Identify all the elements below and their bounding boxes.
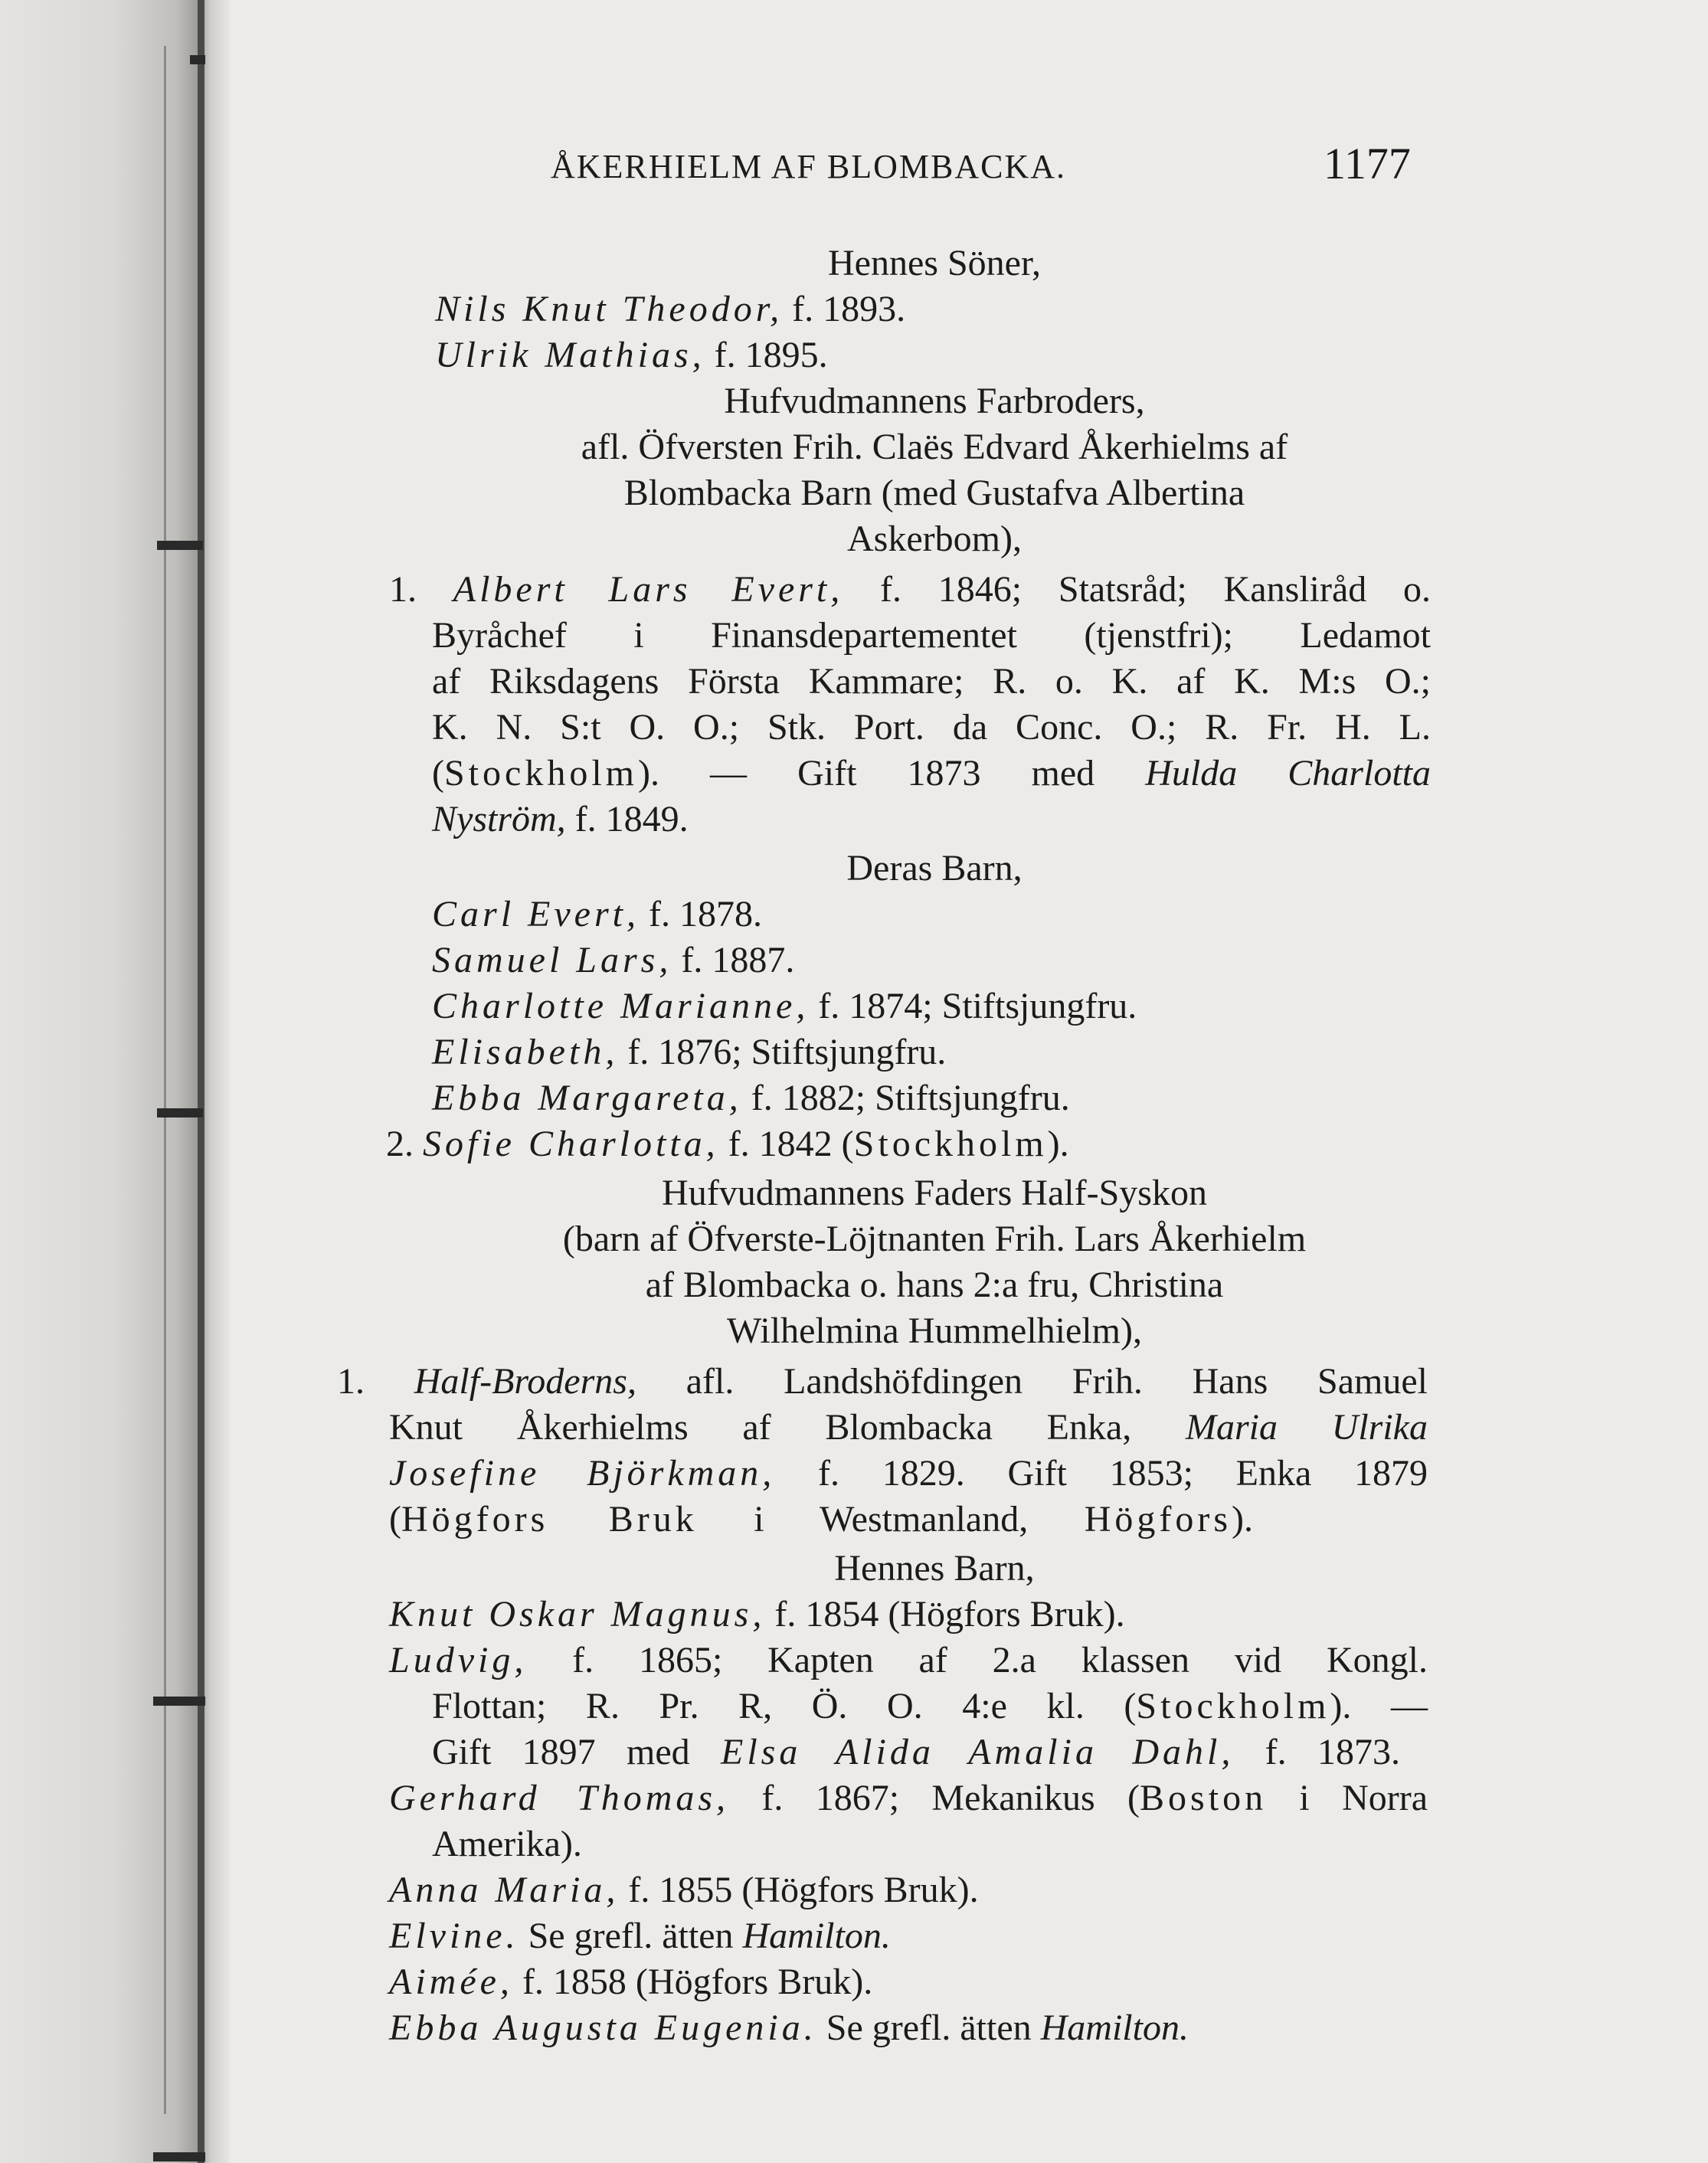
entry-line: af Riksdagens Första Kammare; R. o. K. af K. M:s O.;	[432, 661, 1431, 702]
section-heading: afl. Öfversten Frih. Claës Edvard Åkerhielms af	[581, 427, 1288, 467]
entry-line: 1. Albert Lars Evert, f. 1846; Statsråd; Kansliråd o.	[389, 569, 1432, 610]
entry-line: Elisabeth, f. 1876; Stiftsjungfru.	[432, 1032, 947, 1072]
spine-fold-line	[164, 46, 166, 2114]
entry-line: K. N. S:t O. O.; Stk. Port. da Conc. O.; R. Fr. H. L.	[432, 707, 1431, 748]
section-heading: Hufvudmannens Farbroders,	[724, 381, 1145, 421]
entry-line: Josefine Björkman, f. 1829. Gift 1853; Enka 1879	[389, 1453, 1428, 1494]
entry-line: Anna Maria, f. 1855 (Högfors Bruk).	[389, 1870, 979, 1910]
entry-line: Flottan; R. Pr. R, Ö. O. 4:e kl. (Stockholm). —	[432, 1686, 1428, 1726]
entry-line: Charlotte Marianne, f. 1874; Stiftsjungfru.	[432, 986, 1137, 1026]
section-heading: Hennes Söner,	[827, 243, 1041, 283]
spine-edge-line	[198, 0, 205, 2163]
section-heading: (barn af Öfverste-Löjtnanten Frih. Lars Åkerhielm	[562, 1219, 1307, 1259]
entry-line: Gift 1897 med Elsa Alida Amalia Dahl, f. 1873.	[432, 1732, 1401, 1772]
entry-line: Aimée, f. 1858 (Högfors Bruk).	[389, 1962, 873, 2002]
running-title: ÅKERHIELM AF BLOMBACKA.	[551, 148, 1067, 185]
page-number: 1177	[1324, 139, 1411, 188]
entry-line: 2. Sofie Charlotta, f. 1842 (Stockholm).	[386, 1124, 1069, 1164]
spine-mark	[157, 541, 203, 550]
section-heading: af Blombacka o. hans 2:a fru, Christina	[645, 1265, 1224, 1305]
entry-line: (Högfors Bruk i Westmanland, Högfors).	[389, 1499, 1253, 1540]
section-heading: Hufvudmannens Faders Half-Syskon	[662, 1173, 1207, 1213]
section-heading: Blombacka Barn (med Gustafva Albertina	[623, 473, 1245, 513]
entry-line: Samuel Lars, f. 1887.	[432, 940, 795, 980]
entry-line: (Stockholm). — Gift 1873 med Hulda Charlotta	[432, 753, 1431, 794]
entry-line: 1. Half-Broderns, afl. Landshöfdingen Frih. Hans Samuel	[337, 1361, 1428, 1402]
entry-line: Ulrik Mathias, f. 1895.	[435, 335, 828, 375]
entry-line: Carl Evert, f. 1878.	[432, 894, 762, 934]
entry-line: Ebba Margareta, f. 1882; Stiftsjungfru.	[432, 1078, 1070, 1118]
entry-line: Nyström, f. 1849.	[432, 799, 689, 839]
spine-mark	[153, 1697, 205, 1706]
entry-line: Nils Knut Theodor, f. 1893.	[435, 289, 906, 329]
entry-line: Byråchef i Finansdepartementet (tjenstfri); Ledamot	[432, 615, 1431, 656]
book-spine-shadow	[0, 0, 230, 2163]
entry-line: Gerhard Thomas, f. 1867; Mekanikus (Boston i Norra	[389, 1778, 1428, 1818]
spine-mark	[157, 1108, 203, 1117]
section-heading: Askerbom),	[847, 519, 1022, 559]
entry-line: Ebba Augusta Eugenia. Se grefl. ätten Hamilton.	[389, 2008, 1189, 2048]
entry-line: Elvine. Se grefl. ätten Hamilton.	[389, 1916, 891, 1956]
entry-line: Amerika).	[432, 1824, 582, 1864]
entry-line: Knut Åkerhielms af Blombacka Enka, Maria Ulrika	[389, 1407, 1428, 1448]
spine-mark	[153, 2152, 205, 2161]
section-heading: Deras Barn,	[846, 848, 1023, 888]
entry-line: Knut Oskar Magnus, f. 1854 (Högfors Bruk).	[389, 1594, 1125, 1635]
spine-mark	[190, 55, 205, 64]
entry-line: Ludvig, f. 1865; Kapten af 2.a klassen vid Kongl.	[389, 1640, 1428, 1680]
section-heading: Wilhelmina Hummelhielm),	[727, 1311, 1142, 1351]
section-heading: Hennes Barn,	[834, 1548, 1035, 1589]
